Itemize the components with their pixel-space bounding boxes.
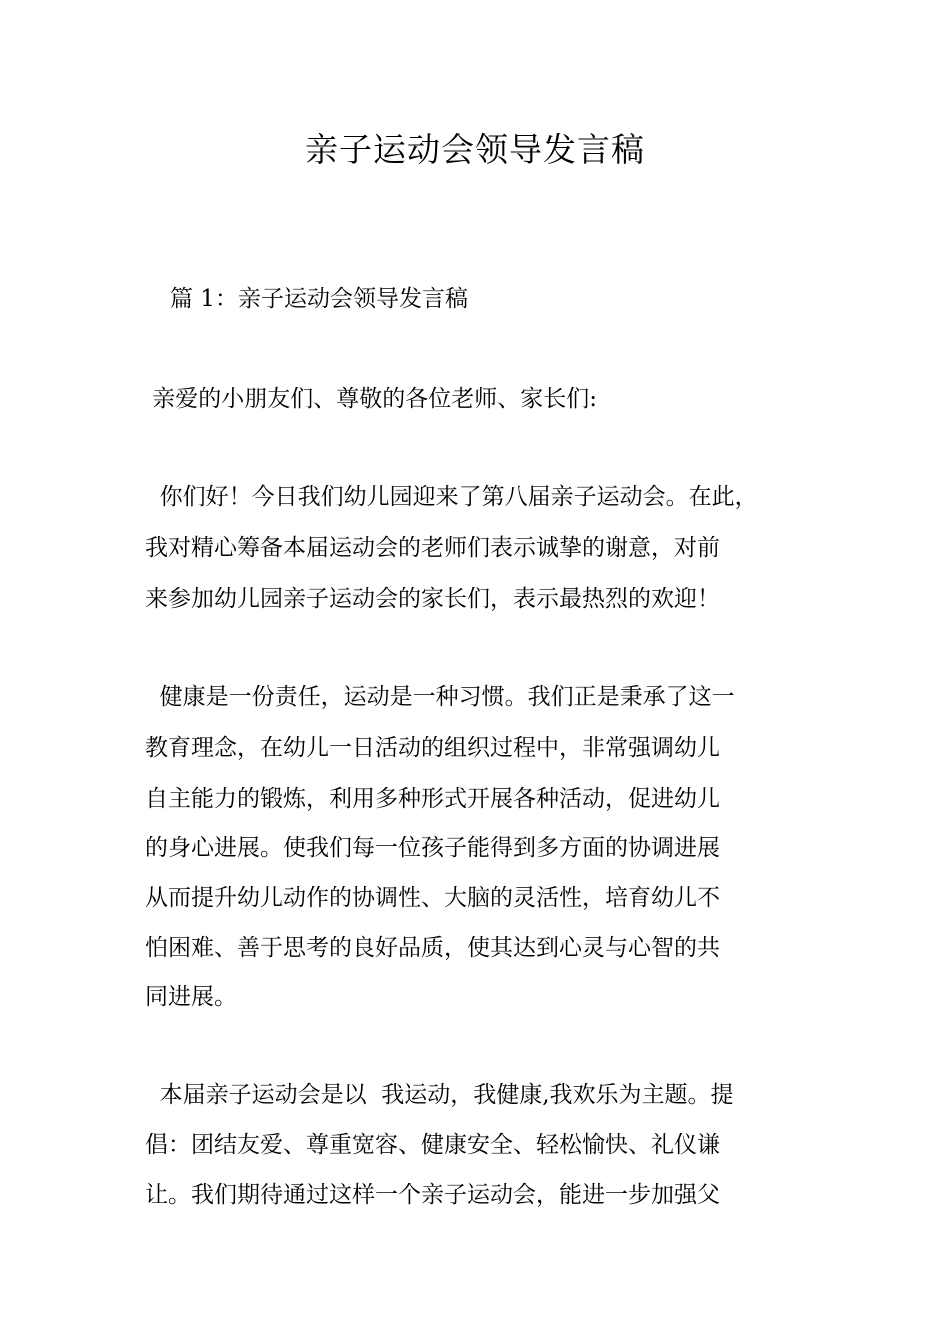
paragraph-1-line-2: 我对精心筹备本届运动会的老师们表示诚挚的谢意，对前 bbox=[145, 535, 720, 561]
paragraph-3-line-3: 让。我们期待通过这样一个亲子运动会，能进一步加强父 bbox=[145, 1182, 720, 1208]
salutation-line: 亲爱的小朋友们、尊敬的各位老师、家长们: bbox=[145, 386, 598, 412]
paragraph-1-line-3: 来参加幼儿园亲子运动会的家长们，表示最热烈的欢迎！ bbox=[145, 586, 720, 612]
paragraph-1-line-1: 你们好！今日我们幼儿园迎来了第八届亲子运动会。在此， bbox=[145, 484, 758, 510]
paragraph-2-line-5: 从而提升幼儿动作的协调性、大脑的灵活性，培育幼儿不 bbox=[145, 885, 720, 911]
paragraph-3-line-1: 本届亲子运动会是以 我运动，我健康,我欢乐为主题。提 bbox=[145, 1082, 734, 1108]
document-title: 亲子运动会领导发言稿 bbox=[305, 130, 645, 169]
paragraph-3-line-2: 倡：团结友爱、尊重宽容、健康安全、轻松愉快、礼仪谦 bbox=[145, 1132, 720, 1158]
paragraph-2-line-2: 教育理念，在幼儿一日活动的组织过程中，非常强调幼儿 bbox=[145, 735, 720, 761]
paragraph-2-line-3: 自主能力的锻炼，利用多种形式开展各种活动，促进幼儿 bbox=[145, 786, 720, 812]
paragraph-2-line-6: 怕困难、善于思考的良好品质，使其达到心灵与心智的共 bbox=[145, 935, 720, 961]
paragraph-2-line-4: 的身心进展。使我们每一位孩子能得到多方面的协调进展 bbox=[145, 835, 720, 861]
paragraph-2-line-7: 同进展。 bbox=[145, 984, 237, 1010]
paragraph-2-line-1: 健康是一份责任，运动是一种习惯。我们正是秉承了这一 bbox=[145, 684, 735, 710]
section-heading: 篇 1：亲子运动会领导发言稿 bbox=[170, 286, 468, 312]
